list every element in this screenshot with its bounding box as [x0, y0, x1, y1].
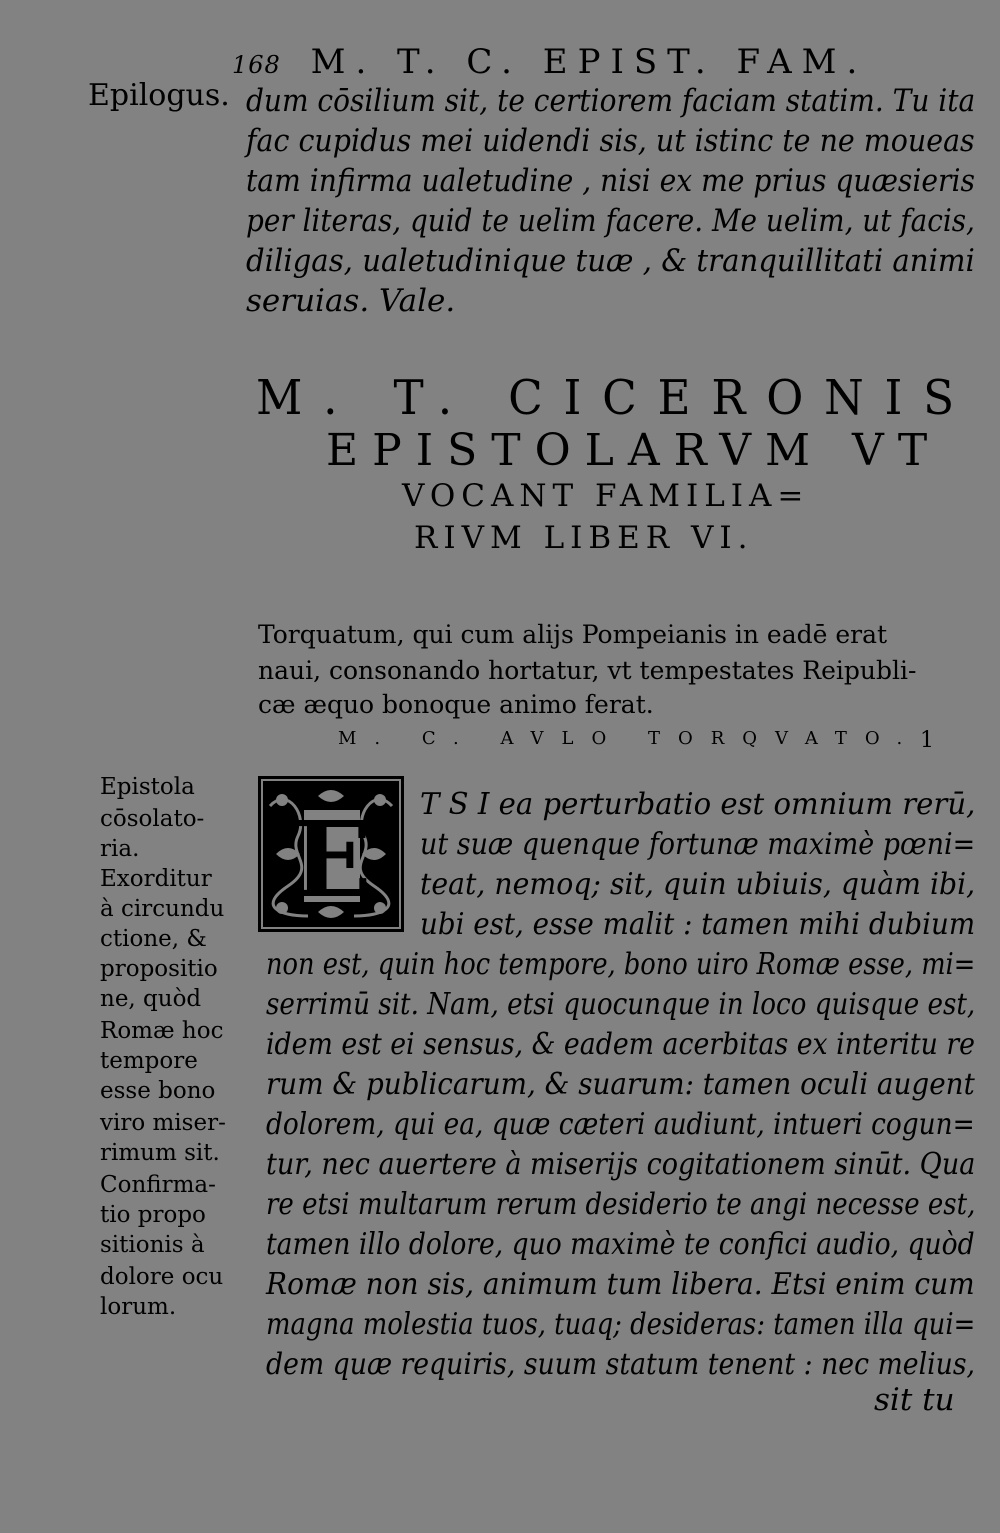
body-line: idem est ei sensus, & eadem acerbitas ex interitu re — [266, 1027, 975, 1062]
drop-initial-letter: E — [292, 798, 372, 921]
body-line: tur, nec auertere à miserijs cogitationem sinūt. Qua — [266, 1147, 976, 1182]
margin-note-line: propositio — [100, 956, 218, 982]
margin-note-line: viro miser- — [100, 1110, 226, 1136]
body-line: tamen illo dolore, quo maximè te confici audio, quòd — [266, 1227, 975, 1262]
margin-note-line: à circundu — [100, 896, 225, 922]
book-title-line-1: M. T. CICERONIS — [256, 370, 975, 426]
running-title: M. T. C. EPIST. FAM. — [310, 42, 868, 82]
body-line: T S I ea perturbatio est omnium rerū, — [420, 787, 976, 822]
margin-note-line: lorum. — [100, 1294, 177, 1320]
body-line: serrimū sit. Nam, etsi quocunque in loco quisque est, — [266, 987, 976, 1022]
margin-note-line: Exorditur — [100, 866, 212, 892]
text-line: seruias. Vale. — [246, 283, 456, 319]
book-title-line-3: VOCANT FAMILIA= — [402, 478, 810, 514]
body-line: ut suæ quenque fortunæ maximè pœni= — [420, 827, 976, 862]
decorated-initial — [258, 776, 404, 932]
margin-note-line: tio propo — [100, 1202, 206, 1228]
body-line: magna molestia tuos, tuaq; desideras: tamen illa qui= — [266, 1307, 976, 1342]
margin-note-line: ria. — [100, 836, 140, 862]
text-line: dum cōsilium sit, te certiorem faciam statim. Tu ita — [246, 83, 976, 119]
margin-note-line: esse bono — [100, 1078, 216, 1104]
margin-note-line: Confirma- — [100, 1172, 216, 1198]
argument-line: Torquatum, qui cum alijs Pompeianis in eadē erat — [258, 620, 888, 649]
body-line: rum & publicarum, & suarum: tamen oculi augent — [266, 1067, 975, 1102]
margin-note-line: tempore — [100, 1048, 198, 1074]
body-line: dem quæ requiris, suum statum tenent : nec melius, — [266, 1347, 976, 1382]
margin-note-line: dolore ocu — [100, 1264, 224, 1290]
margin-note-line: cōsolato- — [100, 806, 205, 832]
book-title-line-2: EPISTOLARVM VT — [326, 425, 942, 476]
text-line: tam infirma ualetudine , nisi ex me prius quæsieris — [246, 163, 975, 199]
argument-line: naui, consonando hortatur, vt tempestates Reipubli- — [258, 656, 917, 685]
body-line: teat, nemoq; sit, quin ubiuis, quàm ibi, — [420, 867, 976, 902]
body-line: re etsi multarum rerum desiderio te angi necesse est, — [266, 1187, 976, 1222]
catchword: sit tu — [874, 1382, 955, 1418]
margin-note-line: rimum sit. — [100, 1140, 220, 1166]
page-number: 168 — [232, 51, 281, 79]
body-line: non est, quin hoc tempore, bono uiro Romæ esse, mi= — [266, 947, 976, 982]
letter-addressee: M. C. AVLO TORQVATO. — [338, 728, 921, 749]
text-line: fac cupidus mei uidendi sis, ut istinc te ne moueas — [246, 123, 975, 159]
body-line: Romæ non sis, animum tum libera. Etsi enim cum — [266, 1267, 975, 1302]
text-line: diligas, ualetudinique tuæ , & tranquillitati animi — [246, 243, 975, 279]
text-line: per literas, quid te uelim facere. Me uelim, ut facis, — [246, 203, 975, 239]
ornament-initial-icon — [258, 776, 404, 932]
argument-line: cæ æquo bonoque animo ferat. — [258, 690, 654, 719]
margin-note-line: ne, quòd — [100, 986, 202, 1012]
body-line: ubi est, esse malit : tamen mihi dubium — [420, 907, 976, 942]
margin-note-epilogus: Epilogus. — [88, 78, 230, 113]
body-line: dolorem, qui ea, quæ cæteri audiunt, intueri cogun= — [266, 1107, 975, 1142]
epistle-number: 1 — [920, 728, 934, 753]
margin-note-line: ctione, & — [100, 926, 207, 952]
book-title-line-4: RIVM LIBER VI. — [414, 520, 754, 556]
margin-note-line: sitionis à — [100, 1232, 205, 1258]
running-head — [232, 42, 868, 82]
margin-note-line: Epistola — [100, 774, 195, 800]
margin-note-line: Romæ hoc — [100, 1018, 224, 1044]
